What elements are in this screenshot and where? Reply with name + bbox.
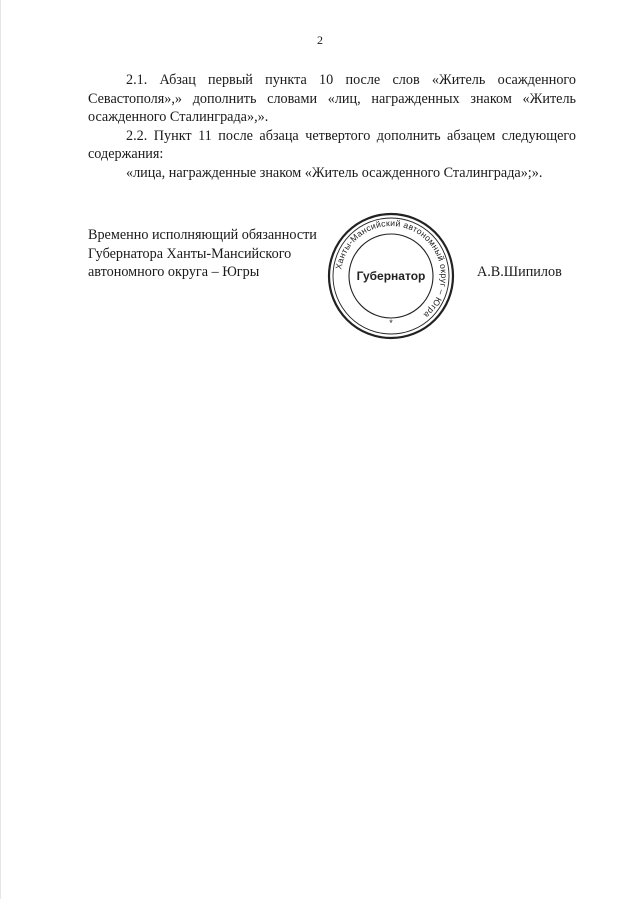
paragraph-quote: «лица, награжденные знаком «Житель осажденного Сталинграда»;». (126, 164, 543, 181)
page-edge (0, 0, 1, 899)
signatory-name: А.В.Шипилов (477, 264, 562, 280)
position-line-1: Временно исполняющий обязанности (88, 227, 317, 243)
governor-seal-stamp (325, 210, 457, 342)
paragraph-2-1: 2.1. Абзац первый пункта 10 после слов «Житель осажденного Севастополя»,» дополнить словами «лиц, награжденных знаком «Житель осажденного Сталинграда»,». (88, 72, 576, 126)
signature-position (88, 226, 348, 282)
page-number: 2 (317, 33, 323, 47)
document-body (88, 71, 576, 183)
seal-star: * (389, 318, 393, 328)
position-line-2: Губернатора Ханты-Мансийского (88, 245, 292, 262)
position-line-3: автономного округа – Югры (88, 264, 260, 281)
seal-ring-text: Ханты-Мансийский автономный округ – Югра (333, 217, 450, 321)
paragraph-2-2: 2.2. Пункт 11 после абзаца четвертого дополнить абзацем следующего содержания: (88, 127, 576, 163)
seal-center-text: Губернатор (356, 269, 426, 283)
